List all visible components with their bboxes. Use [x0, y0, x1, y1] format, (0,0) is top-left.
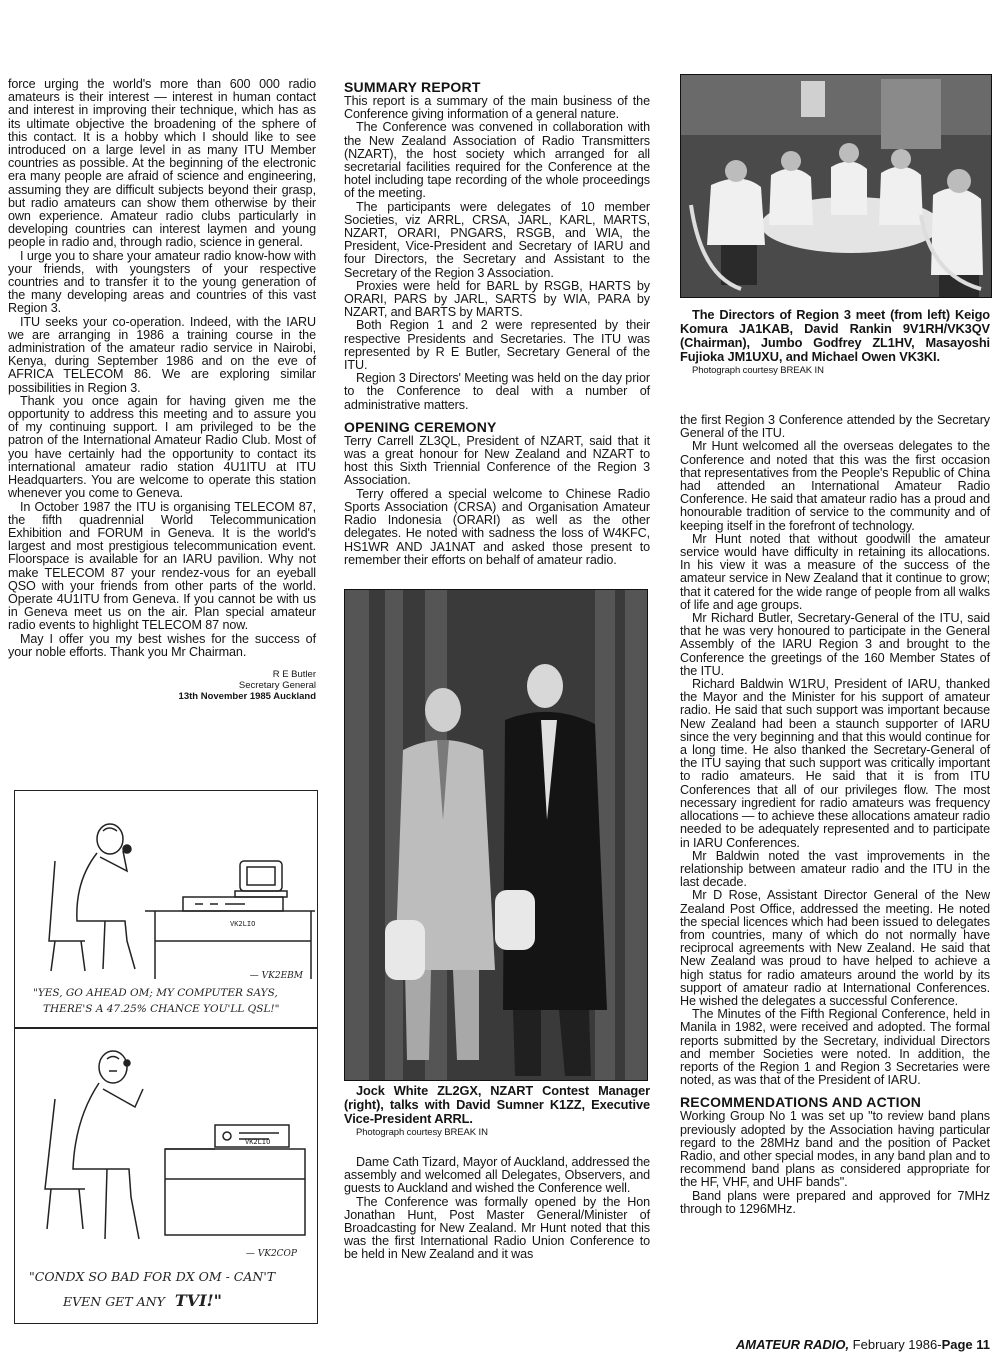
body-paragraph: Band plans were prepared and approved for 7MHz through to 1296MHz. [680, 1188, 990, 1216]
cartoon-artist: — VK2EBM [249, 971, 303, 981]
cartoon-caption-line: THERE'S A 47.25% CHANCE YOU'LL QSL!" [43, 1003, 280, 1015]
photo-credit: Photograph courtesy BREAK IN [692, 365, 824, 376]
signature-date: 13th November 1985 Auckland [178, 690, 316, 702]
photo-image [345, 590, 647, 1080]
photo-image [681, 75, 991, 297]
body-paragraph: Thank you once again for having given me the opportunity to address this meeting and to assure you of my continuing support. I am privileged to be the patron of the International Amateur Radio Club. Most of you have certainly had the opportunity to contact its international amateur radio station 4U1ITU at ITU Headquarters. You are welcome to operate this station whenever you come to Geneva. [8, 393, 316, 501]
body-paragraph: Richard Baldwin W1RU, President of IARU, thanked the Mayor and the Minister for his support of amateur radio. He said that such support was important because New Zealand had been a staunch supporter of IARU since the very beginning and that this would continue for a long time. He also thanked the Secretary-General of the ITU saying that such support was critically important to radio amateurs. He said that it is from ITU Conferences that all of our privileges flow. The most necessary ingredient for radio amateurs was frequency allocations — to achieve these allocations amateur radio needed to be adequately represented and to participate in IARU Conferences. [680, 677, 990, 850]
footer-page-number: Page 11 [941, 1337, 990, 1352]
cartoon-computer [14, 790, 318, 1028]
body-paragraph: In October 1987 the ITU is organising TELECOM 87, the fifth quadrennial World Telecommunication Exhibition and FORUM in Geneva. It is the world's largest and most prestigious telecommunication event. Floorspace is available for an IARU pavilion. Why not make TELECOM 87 your rendez-vous for an eyeball QSO with your friends from other parts of the world. Operate 4U1ITU from Geneva. If you cannot be with us in Geneva meet us on the air. Plan special amateur radio events to highlight TELECOM 87 now. [8, 499, 316, 633]
column-right [680, 74, 990, 1216]
photo-caption: The Directors of Region 3 meet (from left) Keigo Komura JA1KAB, David Rankin 9V1RH/VK3QV (Chairman), Jumbo Godfrey ZL1HV, Masayoshi Fujioka JM1UXU, and Michael Owen VK3KI. [680, 307, 990, 364]
cartoon-caption-line [63, 1291, 222, 1310]
footer-magazine-name: AMATEUR RADIO, [735, 1337, 850, 1352]
body-paragraph: The participants were delegates of 10 member Societies, viz ARRL, CRSA, JARL, KARL, MARTS, NZART, ORARI, PNGARS, RSGB, and WIA, the President, Vice-President and Secretary of IARU and four Directors, the Secretary and Assistant to the Secretary of the Region 3 Association. [344, 199, 650, 280]
cartoon-callsign: VK2LIO [230, 920, 256, 928]
body-paragraph: Mr Richard Butler, Secretary-General of the ITU, said that he was very honoured to participate in the General Assembly of the IARU Region 3 and brought to the Conference the greetings of the 160 Member States of the ITU. [680, 611, 990, 678]
cartoon-caption-line: "CONDX SO BAD FOR DX OM - CAN'T [29, 1269, 276, 1284]
body-paragraph: ITU seeks your co-operation. Indeed, with the IARU we are arranging in 1986 a training course in the administration of the amateur radio service in Nairobi, Kenya, during September 1986 and on the eve of AFRICA TELECOM 86. We are exploring similar possibilities in Region 3. [8, 314, 316, 395]
body-paragraph: Terry Carrell ZL3QL, President of NZART, said that it was a great honour for New Zealand and NZART to host this Sixth Triennial Conference of the Region 3 Association. [344, 433, 650, 488]
cartoon-caption-emphasis: TVI!" [174, 1291, 222, 1310]
body-paragraph: Working Group No 1 was set up "to review band plans previously adopted by the Association having particular regard to the 28MHz band and the position of Packet Radio, and other special modes, in any band plan and to recommend band plans as considered appropriate for the HF, VHF, and UHF bands". [680, 1109, 990, 1190]
body-paragraph: Dame Cath Tizard, Mayor of Auckland, addressed the assembly and welcomed all Delegates, Observers, and guests to Auckland and wished the Conference well. [344, 1154, 650, 1196]
section-heading-recommendations: RECOMMENDATIONS AND ACTION [680, 1094, 922, 1111]
photo-jock-white-david-sumner [344, 589, 648, 1081]
signature-title: Secretary General [238, 679, 316, 691]
cartoon-condx [14, 1028, 318, 1324]
signature-block [8, 669, 316, 702]
cartoon-artist: — VK2COP [245, 1249, 297, 1259]
body-paragraph: May I offer you my best wishes for the success of your noble efforts. Thank you Mr Chairman. [8, 631, 316, 659]
column-left [8, 78, 316, 702]
column-middle [344, 78, 650, 1262]
cartoon-caption-text: EVEN GET ANY [63, 1294, 165, 1309]
body-paragraph: Both Region 1 and 2 were represented by their respective Presidents and Secretaries. The ITU was represented by R E Butler, Secretary General of the ITU. [344, 318, 650, 373]
page-footer [736, 1337, 990, 1352]
body-paragraph: Mr D Rose, Assistant Director General of the New Zealand Post Office, addressed the meeting. He noted the special licences which had been issued to delegates from countries, many of which do not normally have reciprocal agreements with New Zealand. He said that New Zealand was proud to have helped to achieve a high status for radio amateurs around the world by its support of amateur radio at International Conferences. He wished the delegates a successful Conference. [680, 888, 990, 1008]
cartoon-callsign: VK2LIO [245, 1138, 271, 1146]
photo-caption: Jock White ZL2GX, NZART Contest Manager (right), talks with David Sumner K1ZZ, Executive Vice-President ARRL. [344, 1082, 650, 1126]
body-paragraph: Mr Hunt welcomed all the overseas delegates to the Conference and noted that this was the first occasion that representatives from the People's Republic of China had attended an International Amateur Radio Conference. He said that amateur radio has a proud and honourable tradition of service to the community and of keeping itself in the forefront of technology. [680, 439, 990, 533]
body-paragraph: The Conference was formally opened by the Hon Jonathan Hunt, Post Master General/Minister of Broadcasting for New Zealand. Mr Hunt noted that this was the first International Radio Union Conference to be held in New Zealand and it was [344, 1194, 650, 1262]
cartoon-caption-line: "YES, GO AHEAD OM; MY COMPUTER SAYS, [33, 987, 278, 999]
footer-date: February 1986- [849, 1337, 942, 1352]
signature-name: R E Butler [272, 668, 316, 680]
body-paragraph: Proxies were held for BARL by RSGB, HARTS by ORARI, PARS by JARL, SARTS by WIA, PARA by NZART, and BARTS by MARTS. [344, 278, 650, 320]
body-paragraph: the first Region 3 Conference attended by the Secretary General of the ITU. [680, 413, 990, 441]
body-paragraph: Mr Baldwin noted the vast improvements in the relationship between amateur radio and the ITU in the last decade. [680, 848, 990, 890]
body-paragraph: Region 3 Directors' Meeting was held on the day prior to the Conference to deal with a number of administrative matters. [344, 371, 650, 412]
section-heading-summary: SUMMARY REPORT [344, 79, 481, 95]
body-paragraph: force urging the world's more than 600 000 radio amateurs is their interest — interest in human contact and interest in improving their technique, which has as its ultimate objective the broadening of the sphere of this contact. It is a hobby which I should like to see introduced on a large level in as many ITU Member countries as possible. At the beginning of the electronic era many people are afraid of science and engineering, assuming they are difficult subjects beyond their grasp, but radio amateurs can show them otherwise by their own experience. Amateur radio clubs particularly in developing countries can interest laymen and young people in radio and, through radio, science in general. [8, 77, 316, 250]
body-paragraph: The Minutes of the Fifth Regional Conference, held in Manila in 1982, were received and adopted. The formal reports submitted by the Secretary, individual Directors and member Societies were noted. In addition, the reports of the Region 1 and Region 3 Secretaries were noted, as was that of the President of IARU. [680, 1007, 990, 1088]
body-paragraph: This report is a summary of the main business of the Conference giving information of a general nature. [344, 94, 650, 122]
body-paragraph: The Conference was convened in collaboration with the New Zealand Association of Radio Transmitters (NZART), the host society which arranged for all secretarial facilities required for the Conference at the hotel including tape recording of the whole proceedings of the meeting. [344, 120, 650, 201]
body-paragraph: Mr Hunt noted that without goodwill the amateur service would have difficulty in retaining its allocations. In his view it was a measure of the success of the amateur service in New Zealand that it continue to grow; that it catered for the wide range of people from all walks of life and age groups. [680, 531, 990, 612]
cartoon-drawing-operator [15, 1029, 317, 1259]
section-heading-opening: OPENING CEREMONY [344, 418, 497, 435]
body-paragraph: I urge you to share your amateur radio know-how with your friends, with youngsters of your respective countries and to transfer it to the young generation of the many developing areas and countries of this vast Region 3. [8, 248, 316, 316]
body-paragraph: Terry offered a special welcome to Chinese Radio Sports Association (CRSA) and Organisation Amateur Radio Indonesia (ORARI) as well as the other delegates. He noted with sadness the loss of W4KFC, HS1WR AND JA1NAT and asked those present to remember their efforts on behalf of amateur radio. [344, 486, 650, 567]
photo-credit: Photograph courtesy BREAK IN [356, 1126, 488, 1138]
cartoon-drawing-operator [15, 791, 317, 981]
photo-region3-directors [680, 74, 992, 298]
